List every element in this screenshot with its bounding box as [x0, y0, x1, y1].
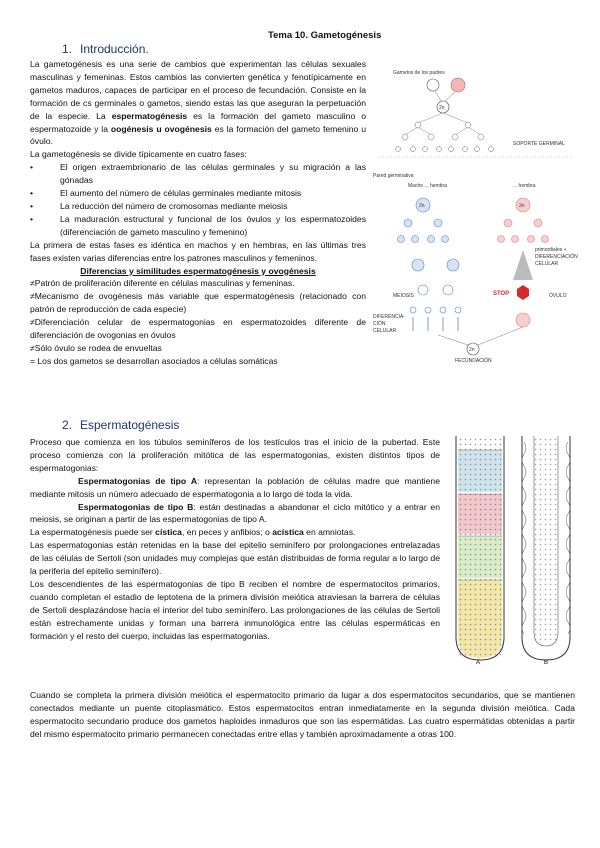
figure1-label: DIFERENCIA- [373, 314, 405, 320]
intro-paragraph: La gametogénesis es una serie de cambios que experimentan las células sexuales masculinas y femeninas. Estos cambios las convierten genética y fenotípicamente en gametos maduros, capaces de participar en el proceso de fecundación. Consiste en la formación de cs germinales o gametos, siendo estas las que aseguran la perpetuación de la especie. La espermatogénesis es la formación del gameto masculino o espermatozoide y la oogénesis u ovogénesis es la formación del gameto femenino u óvulo. [30, 59, 367, 147]
figure2-label-b: B [544, 660, 549, 664]
figure2-label-a: A [476, 660, 481, 664]
difference-item: ≠Sólo óvulo se rodea de envueltas [30, 342, 162, 353]
figure1-label: CIÓN [373, 321, 386, 327]
difference-item: ≠Mecanismo de ovogénesis más variable que espermatogénesis (relacionado con patrón de reproducción de cada especie) [30, 291, 366, 315]
figure1-label: 2n [439, 105, 445, 111]
difference-item: ≠Patrón de proliferación diferente en células masculinas y femeninas. [30, 278, 295, 289]
cyclic-paragraph: La espermatogénesis puede ser cística, en peces y anfibios; o acística en amniotas. [30, 527, 356, 538]
phases-intro: La gametogénesis se divide típicamente en cuatro fases: [30, 149, 247, 160]
section2-heading [62, 418, 179, 432]
seminiferous-tubule-figure [448, 432, 581, 664]
figure1-label: DIFERENCIACIÓN [535, 254, 578, 260]
figure1-label: 2n [419, 203, 425, 209]
figure1-label: Pared germinativa [373, 173, 414, 179]
figure1-label: ÓVULO [549, 293, 567, 299]
figure1-label: CELULAR [535, 261, 559, 267]
list-item: • El aumento del número de células germinales mediante mitosis [30, 188, 302, 199]
figure1-label: SOPORTE GERMINAL [513, 141, 565, 147]
spermatogenesis-text-block [30, 436, 440, 643]
sertoli-paragraph: Las espermatogonias están retenidas en la base del epitelio seminífero por prolongaciones entrelazadas de las células de Sertoli (son unidades muy complejas que están distribuidas de forma regular a lo largo de la periferia del epitelio seminífero). [30, 540, 440, 577]
figure1-label: Macho ... hembra [408, 183, 447, 189]
difference-item: ≠Diferenciación celular de espermatogonias en espermatozoides diferente de diferenciación de ovogonias en óvulos [30, 317, 366, 341]
figure1-label: CELULAR [373, 328, 397, 334]
phases-paragraph: La primera de estas fases es idéntica en machos y en hembras, en las últimas tres fases existen varias diferencias entre los patrones masculinos y femeninos. [30, 239, 366, 263]
section1-title: Introducción. [80, 42, 149, 56]
figure1-label: 2n [469, 347, 475, 353]
figure1-label: 2n [519, 203, 525, 209]
differences-heading: Diferencias y similitudes espermatogénesis y ovogénesis [80, 265, 316, 276]
figure1-label: Gametos de los padres [393, 70, 445, 76]
intro-text-block [30, 58, 366, 368]
type-b-paragraph: Espermatogonias de tipo B: están destinadas a abandonar el ciclo mitótico y a entrar en meiosis, se originan a partir de las espermatogonias de tipo A. [30, 501, 440, 525]
page-title: Tema 10. Gametogénesis [268, 30, 382, 41]
section1-number: 1. [62, 42, 73, 56]
list-item: • El origen extraembrionario de las células germinales y su migración a las gónadas [30, 162, 366, 186]
figure1-label: primordiales + [535, 247, 567, 253]
descendants-paragraph: Los descendientes de las espermatogonias de tipo B reciben el nombre de espermatocitos primarios, cuando completan el estadio de leptotena de la primera división meiótica atraviesan la barrera de células de Sertoli desplazándose hacia el interior del tubo seminífero. Las prolongaciones de las células de Sertoli están estrechamente unidas y forman una barrera inmunológica entre las células espermáticas en formación y el resto del cuerpo, incluidas las espermatogonias. [30, 578, 440, 641]
difference-item: = Los dos gametos se desarrollan asociados a células somáticas [30, 355, 278, 366]
type-a-paragraph: Espermatogonias de tipo A: representan la población de células madre que mantiene mediante mitosis un número adecuado de espermatogonia a lo largo de toda la vida. [30, 475, 440, 499]
section2-number: 2. [62, 418, 73, 432]
figure1-label: FECUNDACIÓN [455, 358, 492, 364]
section2-title: Espermatogénesis [80, 418, 180, 432]
list-item: • La maduración estructural y funcional de los óvulos y los espermatozoides (diferenciación de gameto masculino y femenino) [30, 213, 366, 237]
figure1-label: MEIOSIS [393, 293, 414, 299]
figure1-label: ... hembra [513, 183, 536, 189]
section1-heading [62, 42, 149, 56]
figure1-label: STOP [493, 291, 510, 297]
spermatogenesis-intro: Proceso que comienza en los túbulos seminíferos de los testículos tras el inicio de la pubertad. Este proceso comienza con la proliferación mitótica de las espermatogonias, existen distintos tipos de espermatogonias: [30, 437, 440, 473]
list-item: • La reducción del número de cromosomas mediante meiosis [30, 200, 288, 211]
final-paragraph: Cuando se completa la primera división meiótica el espermatocito primario da lugar a dos espermatocitos secundarios, que se mantienen conectados mediante un puente citoplasmático. Estos espermatocitos entran inmediatamente en la segunda división meiótica. Cada espermatocito secundario produce dos gametos haploides inmaduros que son las espermátidas. Las cuatro espermátidas obtenidas a partir del mismo espermatocito primario permanecen conectadas entre ellas y también aproximadamente a otras 100. [30, 690, 575, 739]
final-paragraph-block [30, 689, 575, 741]
gametogenesis-diagram [373, 65, 578, 365]
